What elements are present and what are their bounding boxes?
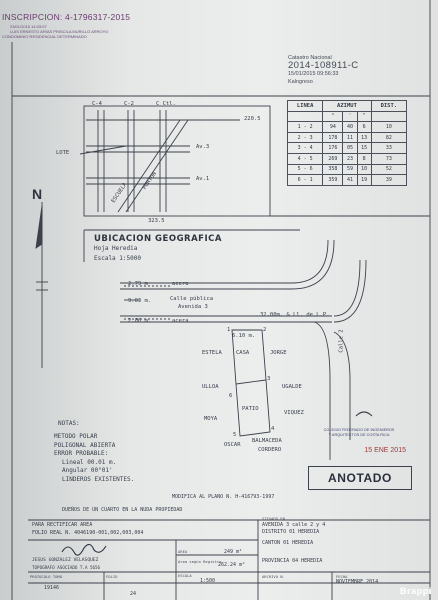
note-line: LINDEROS EXISTENTES.	[62, 475, 135, 483]
distrito-value: DISTRITO 01 HEREDIA	[262, 529, 320, 535]
seal-line-2: Y ARQUITECTOS DE COSTA RICA	[328, 433, 390, 437]
situado-value: AVENIDA 3 calle 2 y 4	[262, 522, 326, 528]
situado-label: SITUADO EN	[262, 516, 285, 521]
fecha-label: FECHA	[336, 574, 348, 579]
area-label: AREA	[178, 549, 188, 554]
catastro-datetime: 15/01/2015 09:56:33	[288, 71, 339, 77]
cell-dist-cm: 52	[371, 164, 406, 175]
diagonal-label-1: ESCUELA	[110, 181, 129, 205]
point-2: 2	[263, 327, 267, 333]
canton-value: CANTON 01 HEREDIA	[262, 540, 314, 546]
duenos-note: DUEÑOS DE UN CUARTO EN LA NUDA PROPIEDAD	[62, 507, 183, 513]
ubicacion-escala: Escala 1:5000	[94, 255, 141, 262]
th-dist: DIST.	[371, 101, 406, 112]
area-value: 249 m²	[224, 549, 243, 555]
cell-dist-m: 10	[357, 164, 371, 175]
av3-label: Av.3	[196, 144, 210, 150]
cell-line: 3 - 4	[288, 143, 323, 154]
cell-dist-m: 13	[357, 132, 371, 143]
notes-block	[54, 433, 134, 484]
cell-deg: 358	[323, 164, 343, 175]
cell-min: 40	[343, 122, 357, 133]
stamp-line-1: 23/01/2015 14:03:07	[10, 24, 47, 29]
note-line: METODO POLAR	[54, 433, 98, 440]
cell-min: 05	[343, 143, 357, 154]
north-letter: N	[32, 186, 43, 202]
escala-value: 1:500	[200, 578, 216, 584]
diagonal-road-a	[118, 120, 180, 212]
stamp-line-3: CONDOMINIO RESIDENCIAL DETERMINADO	[2, 34, 87, 39]
ubicacion-hoja: Hoja Heredia	[94, 245, 138, 252]
street-curve-right-a	[334, 260, 360, 316]
folio-label: FOLIO	[106, 574, 118, 579]
area-reg-value: 262.24 m²	[218, 562, 246, 568]
catastro-title: Catastro Nacional	[288, 55, 332, 61]
sub-sec: "	[357, 111, 371, 122]
dist-top-label: 220.5	[244, 116, 261, 122]
cell-dist-m: 6	[357, 122, 371, 133]
sub-dist-blank	[371, 111, 406, 122]
proposito-label: PARA RECTIFICAR AREA	[32, 522, 93, 528]
point-3: 3	[267, 376, 271, 382]
folio-real: FOLIO REAL N. 4046190-001,002,003,004	[32, 530, 144, 536]
seal-scribble	[356, 412, 372, 416]
escala-label: ESCALA	[178, 573, 192, 578]
notes-title: NOTAS:	[58, 420, 80, 427]
archivo-label: ARCHIVO N.	[262, 574, 285, 579]
calle-label: Calle pública	[170, 296, 214, 302]
cell-deg: 359	[323, 175, 343, 186]
note-line: POLIGONAL ABIERTA	[54, 441, 116, 449]
cell-deg: 94	[323, 122, 343, 133]
seal-date: 15 ENE 2015	[364, 447, 406, 454]
street-label-cctl: C Ctl.	[156, 101, 176, 107]
anotado-stamp: ANOTADO	[308, 466, 412, 490]
calle-width: 9.03 m.	[128, 298, 152, 304]
point-6: 6	[229, 393, 233, 399]
th-linea: LINEA	[288, 101, 323, 112]
cell-line: 4 - 5	[288, 153, 323, 164]
table-row	[288, 143, 407, 154]
av1-label: Av.1	[196, 176, 210, 182]
cell-line: 2 - 3	[288, 132, 323, 143]
cell-dist-cm: 82	[371, 132, 406, 143]
north-arrow-head	[36, 206, 42, 248]
cell-dist-m: 15	[357, 143, 371, 154]
point-5: 5	[233, 432, 237, 438]
th-azimut: AZIMUT	[323, 101, 371, 112]
note-line: Lineal 00.01 m.	[62, 458, 117, 466]
neighbor-patio: PATIO	[242, 406, 259, 412]
cell-min: 11	[343, 132, 357, 143]
diagonal-road-b	[126, 120, 188, 212]
cell-line: 6 - 1	[288, 175, 323, 186]
neighbor-cordero: CORDERO	[258, 447, 282, 453]
signer-title: TOPOGRAFO ASOCIADO T.A 5656	[32, 565, 101, 570]
sub-blank	[288, 111, 323, 122]
sub-min: '	[343, 111, 357, 122]
lote-label: LOTE	[56, 150, 70, 156]
side-dist-label: 6.10 m.	[232, 333, 256, 339]
cell-min: 41	[343, 175, 357, 186]
cell-deg: 269	[323, 153, 343, 164]
modifica-note: MODIFICA AL PLANO N. H-416793-1997	[172, 494, 275, 500]
table-row	[288, 132, 407, 143]
sub-deg: °	[323, 111, 343, 122]
cell-dist-cm: 39	[371, 175, 406, 186]
neighbor-casa: CASA	[236, 350, 250, 356]
azimut-table	[287, 100, 407, 186]
avenida-label: Avenida 3	[178, 304, 208, 310]
neighbor-jorge: JORGE	[270, 350, 287, 356]
neighbor-oscar: OSCAR	[224, 442, 241, 448]
cell-dist-cm: 10	[371, 122, 406, 133]
acera-top-dist: 2.79 m	[128, 281, 148, 287]
street-label-c4: C-4	[92, 101, 102, 107]
seal-line-1: COLEGIO FEDERADO DE INGENIEROS	[323, 428, 395, 432]
signer-name: JESUS GONZALEZ VELASQUEZ	[32, 558, 99, 563]
fecha-value: NOVIEMBRE 2014	[336, 579, 379, 585]
neighbor-estela: ESTELA	[202, 350, 222, 356]
cell-deg: 176	[323, 143, 343, 154]
table-row	[288, 153, 407, 164]
cell-dist-m: 8	[357, 153, 371, 164]
neighbor-moya: MOYA	[204, 416, 218, 422]
cell-min: 23	[343, 153, 357, 164]
ubicacion-title: UBICACION GEOGRAFICA	[94, 234, 222, 244]
catastro-number: 2014-108911-C	[288, 60, 359, 71]
signature-stroke	[62, 544, 106, 555]
neighbor-balmaceda: BALMACEDA	[252, 438, 282, 444]
tomo-value: 19146	[44, 585, 60, 591]
dist-bottom-label: 323.5	[148, 218, 165, 224]
cell-line: 5 - 6	[288, 164, 323, 175]
street-curve-top-a	[292, 240, 328, 283]
neighbor-ulloa: ULLOA	[202, 384, 219, 390]
lot-division-line	[236, 380, 266, 384]
point-1: 1	[227, 327, 231, 333]
stamp-line-2: LUIS ERNESTO ARIAS PRISCILA MURILLO ARROYO	[10, 29, 109, 34]
acera-bottom-label: acera	[172, 318, 189, 324]
diagonal-label-2: PORTON	[141, 171, 158, 191]
note-line: Angular 00°01'	[62, 467, 113, 474]
cell-dist-cm: 33	[371, 143, 406, 154]
brappi-watermark: Brappi	[399, 586, 432, 596]
acera-bottom-dist: 2.06 m.	[128, 318, 152, 324]
street-curve-right-b	[334, 260, 366, 322]
lote-arrow-line	[80, 146, 126, 154]
area-reg-label: Area según Registro	[178, 559, 222, 564]
inscripcion-stamp: INSCRIPCION: 4-1796317-2015	[2, 12, 131, 22]
lot-polygon	[232, 330, 270, 436]
neighbor-viquez: VIQUEZ	[284, 410, 304, 416]
protocolo-label: PROTOCOLO TOMO	[30, 574, 63, 579]
catastro-user: Kalngreso	[288, 79, 313, 85]
provincia-value: PROVINCIA 04 HEREDIA	[262, 558, 323, 564]
table-row	[288, 122, 407, 133]
acera-top-label: acera	[172, 281, 189, 287]
point-4: 4	[271, 426, 275, 432]
cell-line: 1 - 2	[288, 122, 323, 133]
cell-dist-m: 19	[357, 175, 371, 186]
cell-deg: 178	[323, 132, 343, 143]
cell-dist-cm: 73	[371, 153, 406, 164]
street-label-c2: C-2	[124, 101, 134, 107]
cell-min: 59	[343, 164, 357, 175]
table-row	[288, 164, 407, 175]
neighbor-ugalde: UGALDE	[282, 384, 302, 390]
calle2-label: Calle 2	[338, 329, 345, 353]
frontage-label: 32.00m. & Ll. de L.P.	[260, 312, 330, 318]
note-line: ERROR PROBABLE:	[54, 450, 109, 457]
colegio-seal	[312, 428, 406, 453]
table-row	[288, 175, 407, 186]
folio-num-value: 24	[130, 591, 137, 597]
